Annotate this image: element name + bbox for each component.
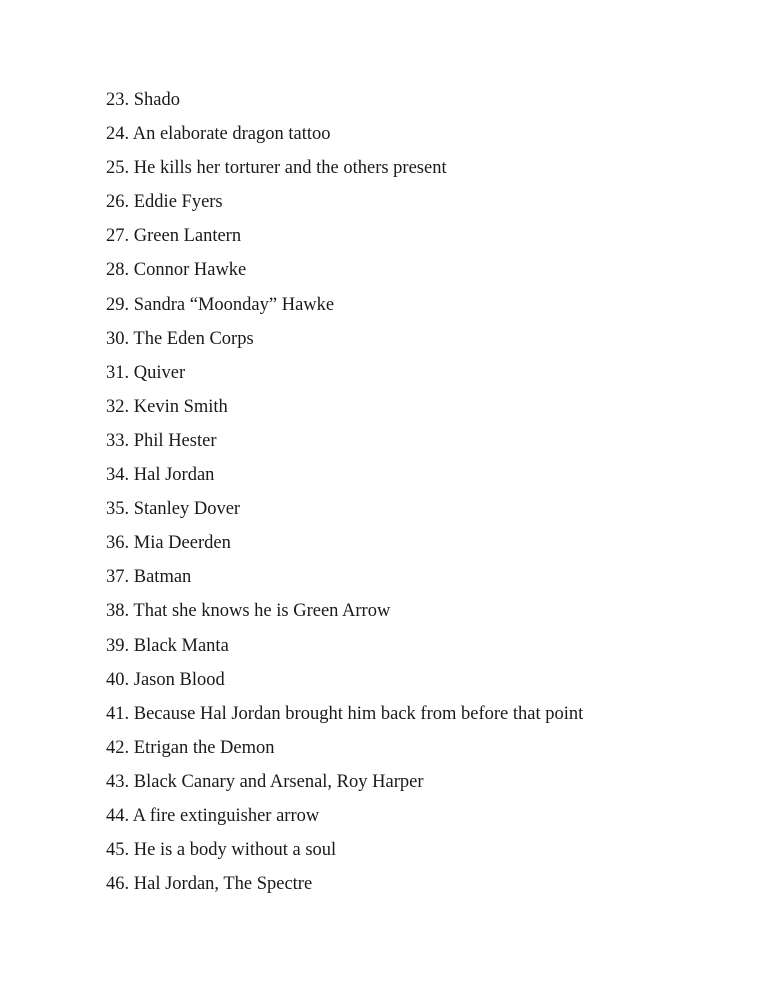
item-text: Shado [133, 90, 180, 110]
item-number: 27. [106, 226, 130, 247]
item-text: A fire extinguisher arrow [132, 805, 320, 826]
item-number: 26. [106, 192, 130, 213]
item-number: 23. [106, 90, 130, 110]
item-text: Black Manta [133, 635, 229, 656]
item-text: Because Hal Jordan brought him back from before that point [133, 703, 584, 724]
item-text: Kevin Smith [133, 396, 228, 417]
item-number: 29. [106, 294, 130, 315]
list-item [106, 189, 583, 223]
item-number: 41. [106, 703, 130, 724]
item-number: 45. [106, 840, 130, 861]
item-number: 34. [106, 465, 130, 486]
item-text: Phil Hester [133, 430, 217, 451]
list-item [106, 564, 583, 598]
item-text: An elaborate dragon tattoo [132, 124, 331, 145]
list-item [106, 223, 583, 257]
list-item [106, 257, 583, 291]
item-number: 44. [106, 805, 130, 826]
item-text: Jason Blood [133, 669, 225, 690]
item-text: He is a body without a soul [133, 840, 337, 861]
item-number: 32. [106, 396, 130, 417]
list-item [106, 155, 583, 189]
list-item [106, 803, 583, 837]
item-number: 39. [106, 635, 130, 656]
item-text: Quiver [133, 362, 186, 383]
item-number: 46. [106, 874, 130, 895]
item-text: Hal Jordan, The Spectre [133, 874, 313, 895]
item-text: Stanley Dover [133, 499, 241, 520]
item-text: Green Lantern [133, 226, 242, 247]
item-text: Eddie Fyers [133, 192, 223, 213]
item-number: 42. [106, 737, 130, 758]
answer-list [106, 87, 583, 905]
item-text: Etrigan the Demon [133, 737, 275, 758]
list-item [106, 121, 583, 155]
list-item [106, 394, 583, 428]
item-text: Batman [133, 567, 192, 588]
list-item [106, 530, 583, 564]
item-text: Hal Jordan [133, 465, 215, 486]
list-item [106, 87, 583, 121]
item-number: 38. [106, 601, 130, 622]
item-text: Mia Deerden [133, 533, 231, 554]
item-number: 24. [106, 124, 130, 145]
list-item [106, 428, 583, 462]
list-item [106, 462, 583, 496]
list-item [106, 496, 583, 530]
list-item [106, 871, 583, 905]
item-number: 37. [106, 567, 130, 588]
list-item [106, 735, 583, 769]
item-number: 31. [106, 362, 130, 383]
item-number: 30. [106, 328, 130, 349]
list-item [106, 837, 583, 871]
item-number: 36. [106, 533, 130, 554]
item-number: 28. [106, 260, 130, 281]
list-item [106, 598, 583, 632]
list-item [106, 633, 583, 667]
list-item [106, 769, 583, 803]
item-text: Connor Hawke [133, 260, 247, 281]
item-text: The Eden Corps [133, 328, 254, 349]
list-item [106, 360, 583, 394]
list-item [106, 667, 583, 701]
item-number: 33. [106, 430, 130, 451]
item-text: He kills her torturer and the others present [133, 158, 447, 179]
list-item [106, 326, 583, 360]
item-text: Sandra “Moonday” Hawke [133, 294, 335, 315]
item-text: That she knows he is Green Arrow [133, 601, 391, 622]
item-number: 25. [106, 158, 130, 179]
list-item [106, 292, 583, 326]
item-text: Black Canary and Arsenal, Roy Harper [133, 771, 424, 792]
item-number: 35. [106, 499, 130, 520]
item-number: 40. [106, 669, 130, 690]
list-item [106, 701, 583, 735]
item-number: 43. [106, 771, 130, 792]
